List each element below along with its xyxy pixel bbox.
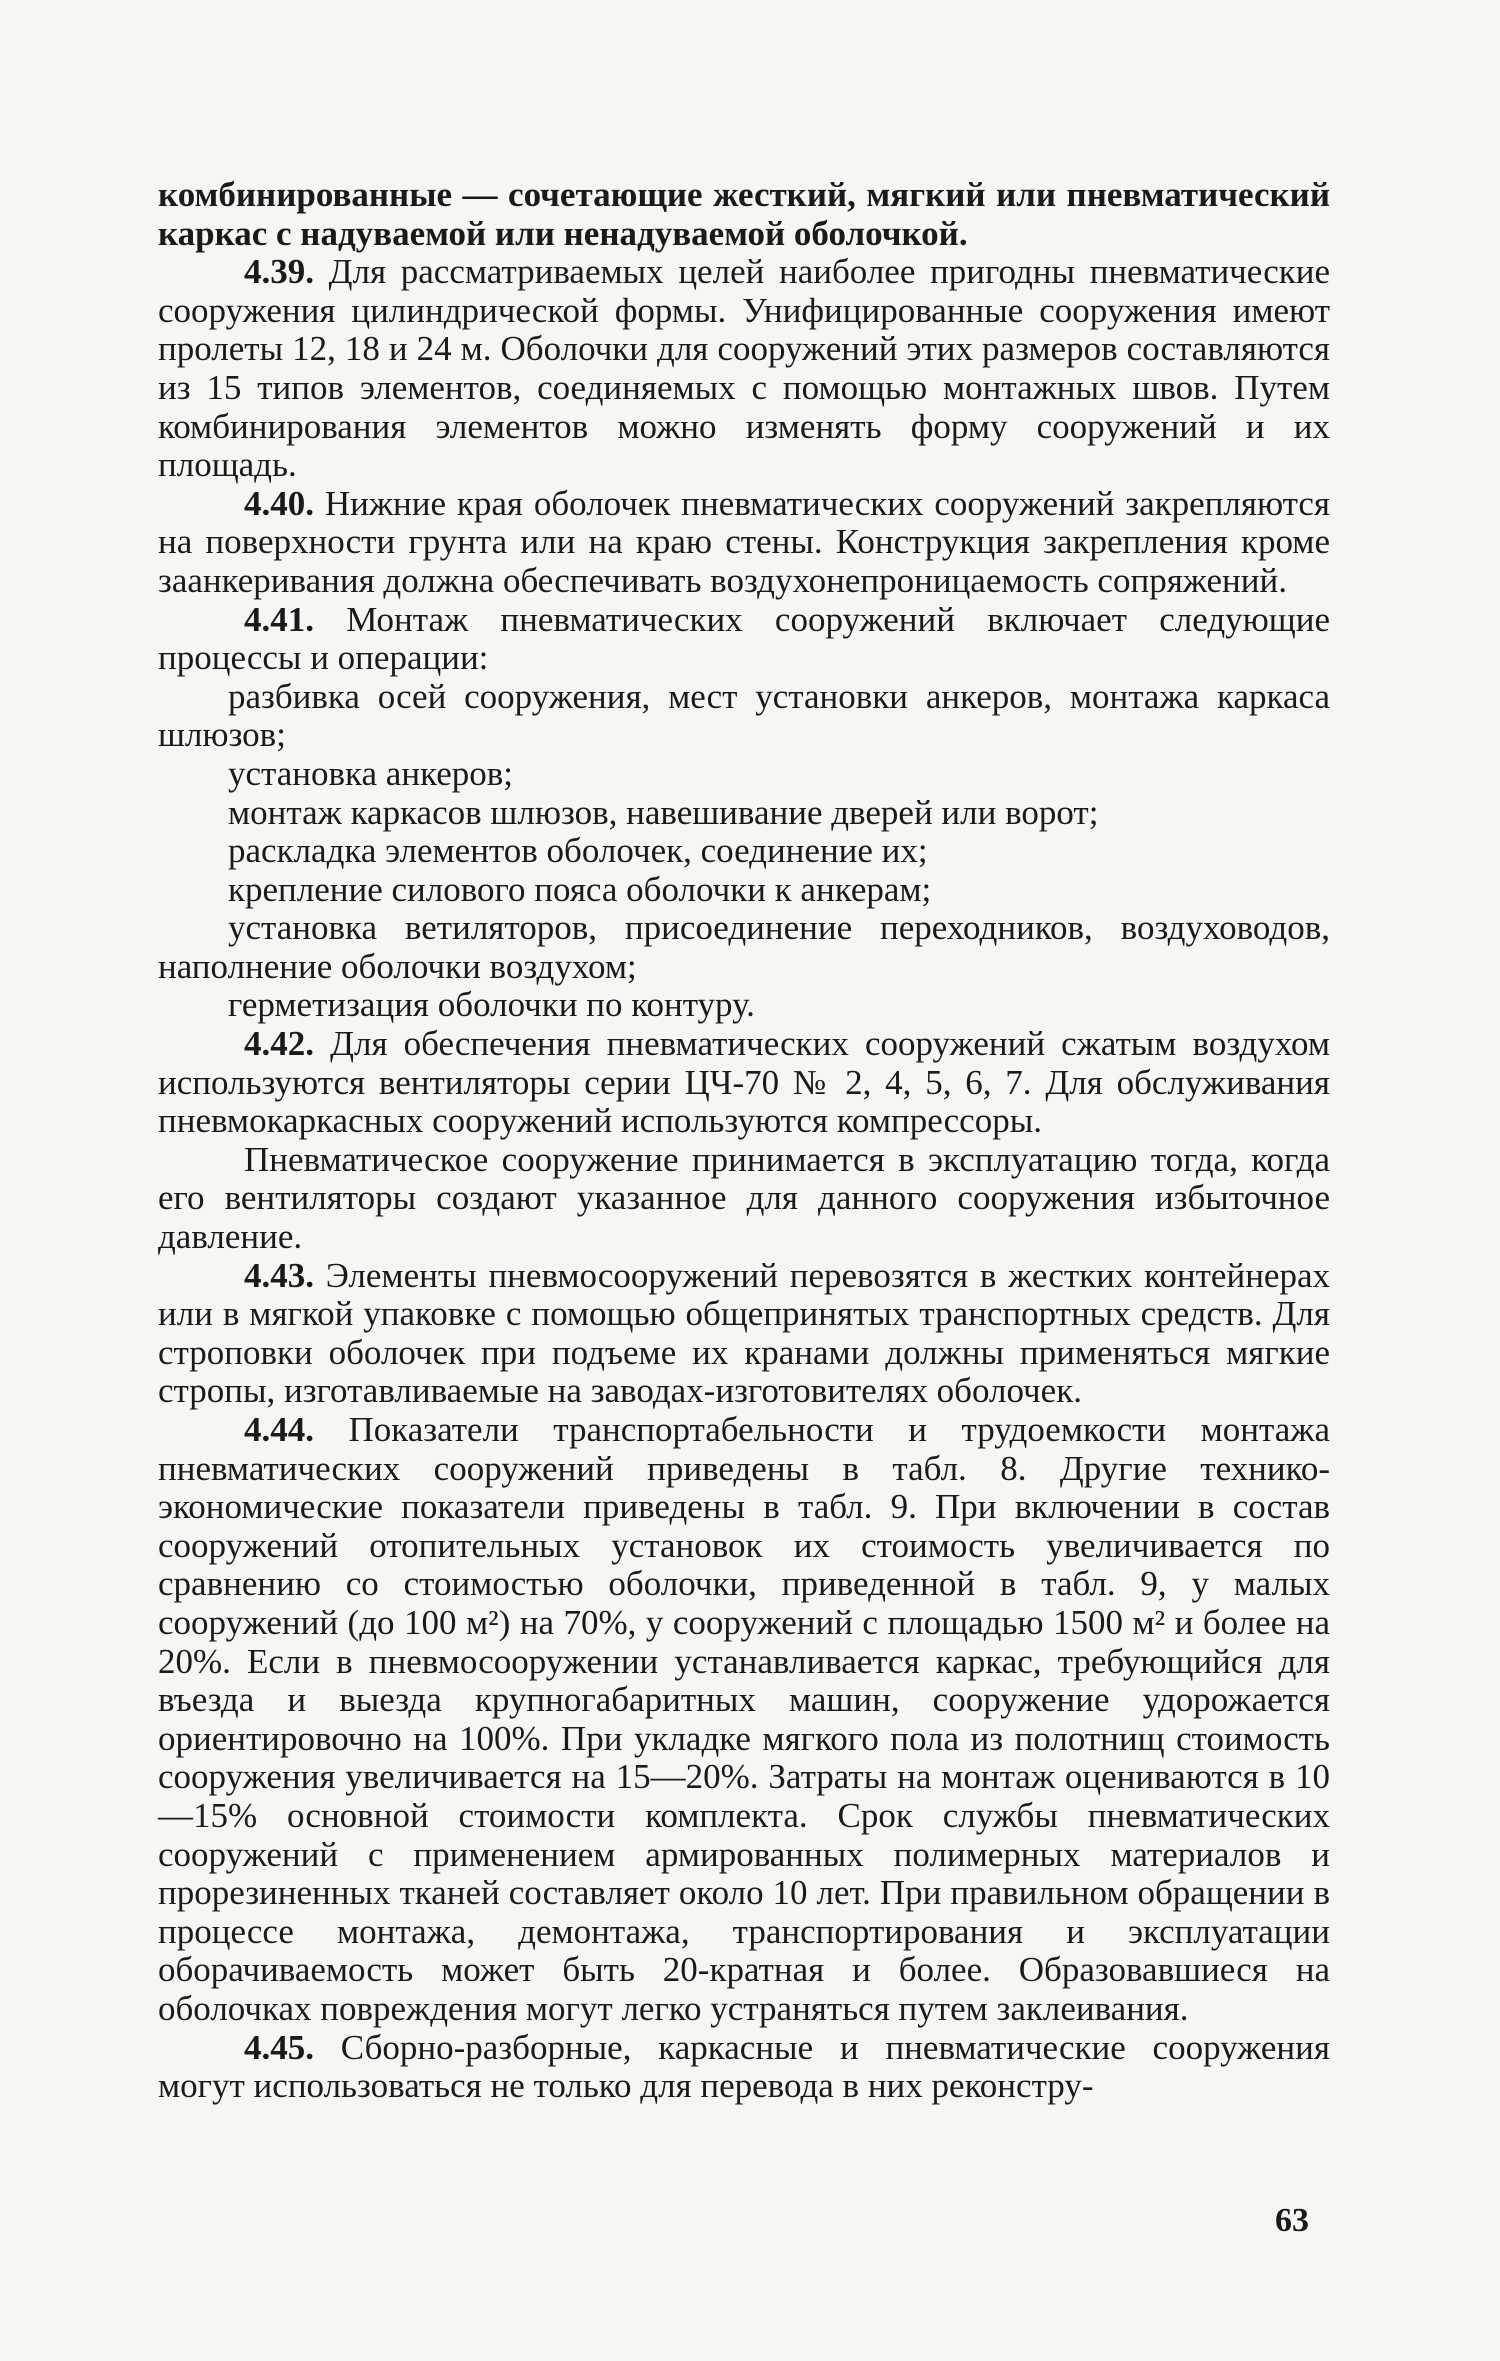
paragraph-text: установка анкеров;: [228, 753, 513, 793]
clause-number: 4.45.: [244, 2027, 314, 2067]
paragraph-text: Для рассматриваемых целей наиболее пригодны пневматические сооружения цилиндрической формы. Унифицированные сооружения имеют пролеты 12, 18 и 24 м. Оболочки для сооружений этих размеров составляются из 15 типов элементов, соединяемых с помощью монтажных швов. Путем комбинирования элементов можно изменять форму сооружений и их площадь.: [158, 252, 1330, 485]
paragraph-text: Для обеспечения пневматических сооружений сжатым воздухом используются вентиляторы серии ЦЧ-70 № 2, 4, 5, 6, 7. Для обслуживания пневмокаркасных сооружений используются компрессоры.: [158, 1024, 1330, 1141]
paragraph: [158, 1411, 1330, 2029]
clause-number: 4.44.: [244, 1410, 314, 1449]
paragraph-text: комбинированные — сочетающие жесткий, мягкий или пневматический каркас с надуваемой или ненадуваемой оболочкой.: [158, 175, 1330, 253]
paragraph: [158, 485, 1330, 601]
paragraph-text: герметизация оболочки по контуру.: [228, 985, 755, 1025]
paragraph: [158, 1257, 1330, 1411]
paragraph-text: Пневматическое сооружение принимается в эксплуатацию тогда, когда его вентиляторы создают указанное для данного сооружения избыточное давление.: [158, 1139, 1330, 1257]
paragraph-text: Показатели транспортабельности и трудоемкости монтажа пневматических сооружений приведены в табл. 8. Другие технико-экономические показатели приведены в табл. 9. При включении в состав сооружений отопительных установок их стоимость увеличивается по сравнению со стоимостью оболочки, приведенной в табл. 9, у малых сооружений (до 100 м²) на 70%, у сооружений с площадью 1500 м² и более на 20%. Если в пневмосооружении устанавливается каркас, требующийся для въезда и выезда крупногабаритных машин, сооружение удорожается ориентировочно на 100%. При укладке мягкого пола из полотнищ стоимость сооружения увеличивается на 15—20%. Затраты на монтаж оцениваются в 10—15% основной стоимости комплекта. Срок службы пневматических сооружений с применением армированных полимерных материалов и прорезиненных тканей составляет около 10 лет. При правильном обращении в процессе монтажа, демонтажа, транспортирования и эксплуатации оборачиваемость может быть 20-кратная и более. Образовавшиеся на оболочках повреждения могут легко устраняться путем заклеивания.: [158, 1410, 1330, 2028]
clause-number: 4.42.: [244, 1024, 314, 1064]
page-number: 63: [1275, 2202, 1309, 2239]
paragraph-text: разбивка осей сооружения, мест установки анкеров, монтажа каркаса шлюзов;: [158, 676, 1330, 755]
paragraph-text: Нижние края оболочек пневматических сооружений закрепляются на поверхности грунта или на краю стены. Конструкция закрепления кроме заанкеривания должна обеспечивать воздухонепроницаемость сопряжений.: [158, 483, 1330, 600]
paragraph: [158, 1025, 1330, 1141]
body-text: [158, 176, 1330, 2106]
paragraph-text: монтаж каркасов шлюзов, навешивание дверей или ворот;: [228, 792, 1099, 832]
list-item: [158, 986, 1330, 1025]
paragraph-text: установка ветиляторов, присоединение переходников, воздуховодов, наполнение оболочки воздухом;: [158, 908, 1330, 986]
paragraph-text: крепление силового пояса оболочки к анкерам;: [228, 869, 932, 909]
clause-number: 4.40.: [244, 483, 314, 523]
list-item: [158, 909, 1330, 986]
paragraph-text: Сборно-разборные, каркасные и пневматические сооружения могут использоваться не только для перевода в них реконстру-: [158, 2027, 1330, 2106]
clause-number: 4.39.: [244, 252, 314, 292]
list-item: [158, 755, 1330, 794]
list-item: [158, 678, 1330, 755]
paragraph: [158, 176, 1330, 253]
clause-number: 4.41.: [244, 599, 314, 639]
paragraph-text: Монтаж пневматических сооружений включает следующие процессы и операции:: [158, 599, 1330, 678]
clause-number: 4.43.: [244, 1255, 314, 1295]
list-item: [158, 832, 1330, 871]
paragraph-text: раскладка элементов оболочек, соединение их;: [228, 831, 928, 871]
list-item: [158, 871, 1330, 910]
paragraph: [158, 2029, 1330, 2106]
paragraph-text: Элементы пневмосооружений перевозятся в жестких контейнерах или в мягкой упаковке с помощью общепринятых транспортных средств. Для строповки оболочек при подъеме их кранами должны применяться мягкие стропы, изготавливаемые на заводах-изготовителях оболочек.: [158, 1255, 1330, 1411]
paragraph: [158, 1141, 1330, 1257]
list-item: [158, 794, 1330, 833]
paragraph: [158, 253, 1330, 485]
paragraph: [158, 601, 1330, 678]
